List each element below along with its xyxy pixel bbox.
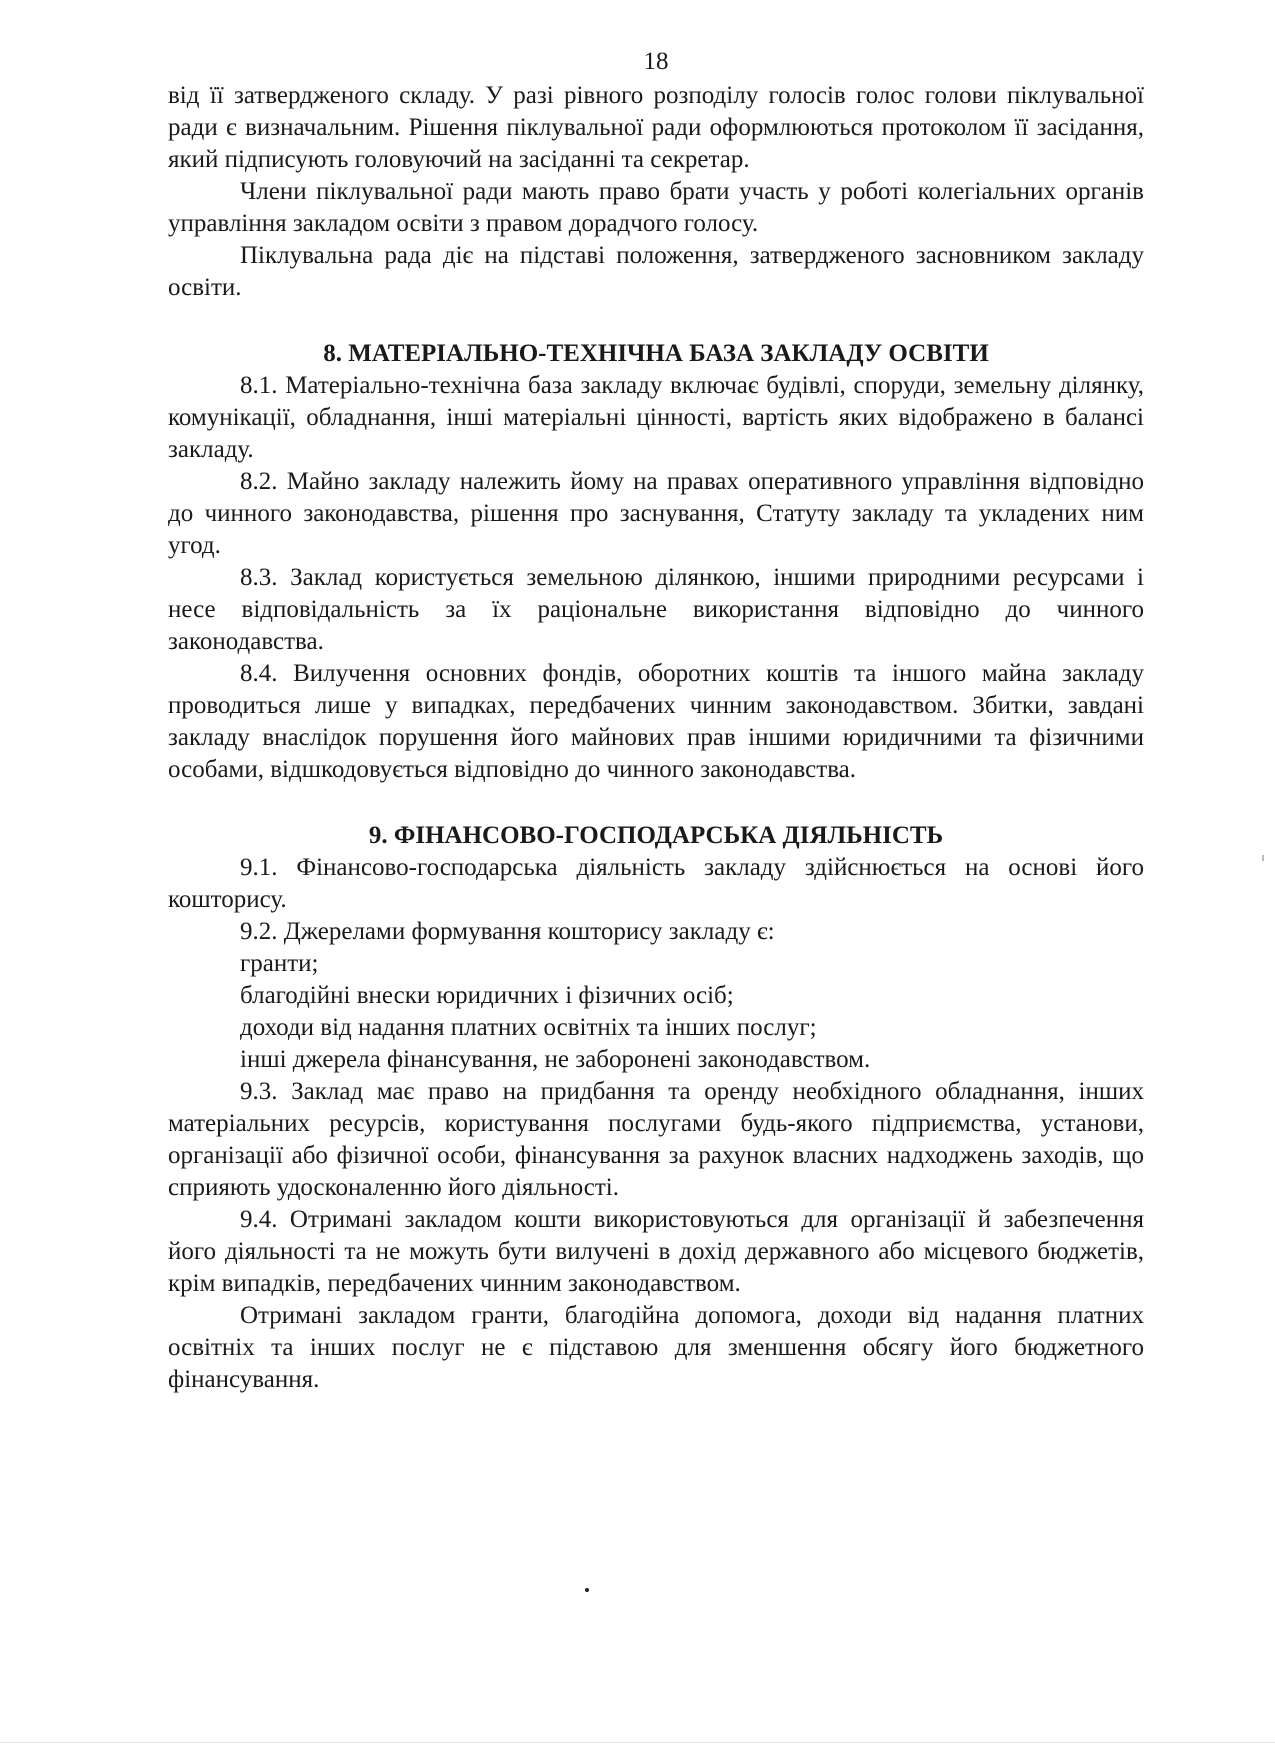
scan-edge-mark xyxy=(1262,855,1264,861)
section-9-paragraph: Отримані закладом гранти, благодійна допомога, доходи від надання платних освітніх та інших послуг не є підставою для зменшення обсягу його бюджетного фінансування. xyxy=(168,1302,1144,1393)
funding-source-item: доходи від надання платних освітніх та інших послуг; xyxy=(240,1014,817,1041)
intro-paragraph: Піклувальна рада діє на підставі положення, затвердженого засновником закладу освіти. xyxy=(168,242,1144,301)
funding-source-item: гранти; xyxy=(240,950,319,977)
intro-paragraph: Члени піклувальної ради мають право брати участь у роботі колегіальних органів управління закладом освіти з правом дорадчого голосу. xyxy=(168,178,1144,237)
document-page xyxy=(168,46,1144,1396)
page-number: 18 xyxy=(643,48,669,75)
section-8-heading: 8. МАТЕРІАЛЬНО-ТЕХНІЧНА БАЗА ЗАКЛАДУ ОСВІТИ xyxy=(323,340,989,367)
section-9-paragraph: 9.4. Отримані закладом кошти використовуються для організації й забезпечення його діяльності та не можуть бути вилучені в дохід державного або місцевого бюджетів, крім випадків, передбачених чинним законодавством. xyxy=(168,1206,1144,1297)
section-8-paragraph: 8.2. Майно закладу належить йому на правах оперативного управління відповідно до чинного законодавства, рішення про заснування, Статуту закладу та укладених ним угод. xyxy=(168,468,1144,559)
section-9-paragraph: 9.2. Джерелами формування кошторису закладу є: xyxy=(240,918,775,945)
funding-source-item: інші джерела фінансування, не заборонені законодавством. xyxy=(240,1046,871,1073)
section-9-heading: 9. ФІНАНСОВО-ГОСПОДАРСЬКА ДІЯЛЬНІСТЬ xyxy=(368,822,944,849)
section-spacer xyxy=(168,786,1144,820)
section-8-paragraph: 8.3. Заклад користується земельною ділянкою, іншими природними ресурсами і несе відповідальність за їх раціональне використання відповідно до чинного законодавства. xyxy=(168,564,1144,655)
funding-source-item: благодійні внески юридичних і фізичних осіб; xyxy=(240,982,734,1009)
scan-speck xyxy=(585,1588,589,1592)
section-9-paragraph: 9.3. Заклад має право на придбання та оренду необхідного обладнання, інших матеріальних ресурсів, користування послугами будь-якого підприємства, установи, організації або фізичної особи, фінансування за рахунок власних надходжень заходів, що сприяють удосконаленню його діяльності. xyxy=(168,1078,1144,1201)
section-8-paragraph: 8.4. Вилучення основних фондів, оборотних коштів та іншого майна закладу проводиться лише у випадках, передбачених чинним законодавством. Збитки, завдані закладу внаслідок порушення його майнових прав іншими юридичними та фізичними особами, відшкодовується відповідно до чинного законодавства. xyxy=(168,660,1144,783)
section-8-paragraph: 8.1. Матеріально-технічна база закладу включає будівлі, споруди, земельну ділянку, комунікації, обладнання, інші матеріальні цінності, вартість яких відображено в балансі закладу. xyxy=(168,372,1144,463)
section-9-paragraph: 9.1. Фінансово-господарська діяльність закладу здійснюється на основі його кошторису. xyxy=(168,854,1144,913)
section-spacer xyxy=(168,304,1144,338)
scan-bottom-edge xyxy=(0,1742,1275,1743)
intro-paragraph: від її затвердженого складу. У разі рівного розподілу голосів голос голови піклувальної ради є визначальним. Рішення піклувальної ради оформлюються протоколом її засідання, який підписують головуючий на засіданні та секретар. xyxy=(168,82,1144,173)
